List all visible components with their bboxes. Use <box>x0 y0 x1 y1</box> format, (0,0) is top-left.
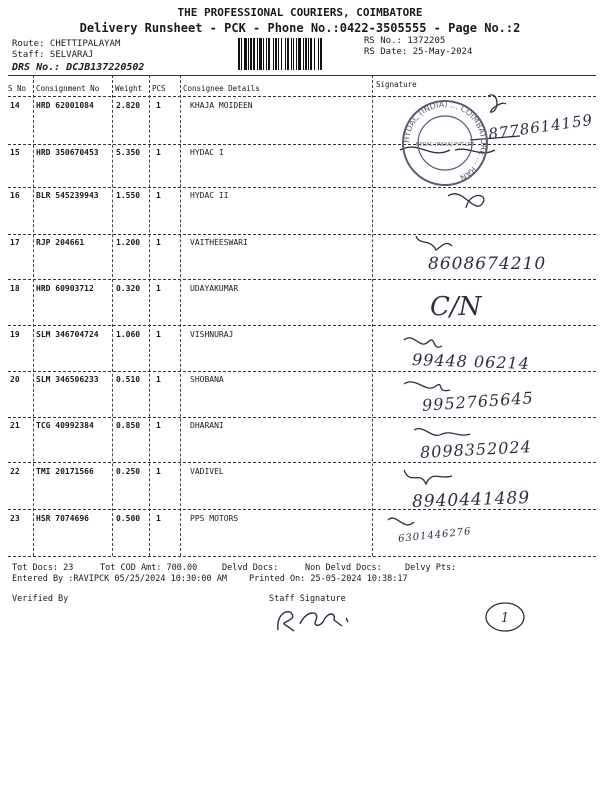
rs-date: RS Date: 25-May-2024 <box>364 47 473 57</box>
row-consignee: VAITHEESWARI <box>190 238 248 247</box>
row-pcs: 1 <box>156 421 161 430</box>
row-consignment-no: RJP 204661 <box>36 238 85 247</box>
row-weight: 1.550 <box>116 191 141 200</box>
row-weight: 0.320 <box>116 284 141 293</box>
row-sno: 21 <box>10 421 20 430</box>
row-phone-handwriting: 99448 06214 <box>411 349 531 374</box>
row-consignment-no: HRD 350670453 <box>36 148 99 157</box>
column-header-pcs: PCS <box>152 84 166 93</box>
row-weight: 0.250 <box>116 467 141 476</box>
row-consignee: PPS MOTORS <box>190 514 239 523</box>
signature-scribble <box>448 194 484 208</box>
printed-on: Printed On: 25-05-2024 10:38:17 <box>249 574 408 584</box>
row-consignee: KHAJA MOIDEEN <box>190 101 253 110</box>
runsheet-title: THE PROFESSIONAL COURIERS, COIMBATORE <box>177 6 423 19</box>
row-consignee: HYDAC II <box>190 191 229 200</box>
staff-signature-scribble <box>272 604 362 634</box>
page-circle-number: 1 <box>500 611 510 626</box>
row-consignment-no: BLR 545239943 <box>36 191 99 200</box>
signature-scribble <box>416 236 452 250</box>
row-consignee: SHOBANA <box>190 375 224 384</box>
signature-scribble <box>414 429 470 436</box>
row-pcs: 1 <box>156 148 161 157</box>
footer-divider <box>8 556 596 557</box>
row-pcs: 1 <box>156 375 161 384</box>
row-consignment-no: SLM 346506233 <box>36 375 99 384</box>
row-consignment-no: TMI 20171566 <box>36 467 94 476</box>
row-phone-handwriting: 8778614159 <box>487 110 595 144</box>
staff-signature-label: Staff Signature <box>269 594 346 604</box>
runsheet-subtitle: Delivery Runsheet - PCK - Phone No.:0422-3505555 - Page No.:2 <box>79 21 521 35</box>
row-pcs: 1 <box>156 284 161 293</box>
row-sno: 17 <box>10 238 20 247</box>
column-header-weight: Weight <box>115 84 143 93</box>
row-pcs: 1 <box>156 191 161 200</box>
row-consignment-no: HRD 60903712 <box>36 284 94 293</box>
row-consignment-no: TCG 40992384 <box>36 421 94 430</box>
stamp-inner-text: HYDAC (INDIA) PVT LTD <box>415 142 475 148</box>
column-header-sno: S No <box>8 84 27 93</box>
entered-by: Entered By :RAVIPCK 05/25/2024 10:30:00 AM <box>12 574 227 584</box>
page-circle <box>484 600 526 634</box>
drs-number: DRS No.: DCJB137220502 <box>12 62 145 73</box>
signature-scribble <box>388 518 414 525</box>
row-pcs: 1 <box>156 101 161 110</box>
stamp-outer-text: HYDAC (INDIA) ... COIMBATORE ... RAN <box>401 99 489 183</box>
company-stamp <box>400 98 490 188</box>
row-pcs: 1 <box>156 238 161 247</box>
column-header-consignee: Consignee Details <box>183 84 260 93</box>
row-weight: 0.500 <box>116 514 141 523</box>
row-pcs: 1 <box>156 514 161 523</box>
row-weight: 0.850 <box>116 421 141 430</box>
row-consignee: DHARANI <box>190 421 224 430</box>
row-phone-handwriting: 8940441489 <box>411 487 531 513</box>
signature-scribble <box>404 382 450 391</box>
row-weight: 1.200 <box>116 238 141 247</box>
delivered-docs: Delvd Docs: <box>222 563 279 573</box>
row-consignment-no: SLM 346704724 <box>36 330 99 339</box>
cn-handwriting: C/N <box>430 292 482 322</box>
row-phone-handwriting: 8098352024 <box>419 437 533 462</box>
row-pcs: 1 <box>156 467 161 476</box>
column-header-signature: Signature <box>376 80 417 89</box>
row-sno: 22 <box>10 467 20 476</box>
row-consignment-no: HSR 7074696 <box>36 514 89 523</box>
row-sno: 20 <box>10 375 20 384</box>
signature-scribble <box>404 470 452 484</box>
row-phone-handwriting: 8608674210 <box>428 254 547 274</box>
row-sno: 18 <box>10 284 20 293</box>
row-pcs: 1 <box>156 330 161 339</box>
rs-number: RS No.: 1372205 <box>364 36 446 46</box>
row-weight: 2.820 <box>116 101 141 110</box>
signature-scribble <box>404 338 442 347</box>
non-delivered-docs: Non Delvd Docs: <box>305 563 382 573</box>
delivery-points: Delvy Pts: <box>405 563 457 573</box>
row-sno: 16 <box>10 191 20 200</box>
row-weight: 0.510 <box>116 375 141 384</box>
total-cod-amount: Tot COD Amt: 700.00 <box>100 563 198 573</box>
row-phone-handwriting: 9952765645 <box>421 388 535 415</box>
row-consignee: UDAYAKUMAR <box>190 284 239 293</box>
row-sno: 23 <box>10 514 20 523</box>
row-consignee: VISHNURAJ <box>190 330 234 339</box>
total-docs: Tot Docs: 23 <box>12 563 74 573</box>
column-header-consignment: Consignment No <box>36 84 100 93</box>
row-consignee: HYDAC I <box>190 148 224 157</box>
row-sno: 15 <box>10 148 20 157</box>
row-phone-handwriting: 6301446276 <box>397 526 472 545</box>
row-consignee: VADIVEL <box>190 467 224 476</box>
staff-label: Staff: SELVARAJ <box>12 50 94 60</box>
row-sno: 19 <box>10 330 20 339</box>
row-consignment-no: HRD 62001084 <box>36 101 94 110</box>
row-weight: 1.060 <box>116 330 141 339</box>
verified-by-label: Verified By <box>12 594 69 604</box>
row-weight: 5.350 <box>116 148 141 157</box>
route-label: Route: CHETTIPALAYAM <box>12 39 121 49</box>
row-sno: 14 <box>10 101 20 110</box>
